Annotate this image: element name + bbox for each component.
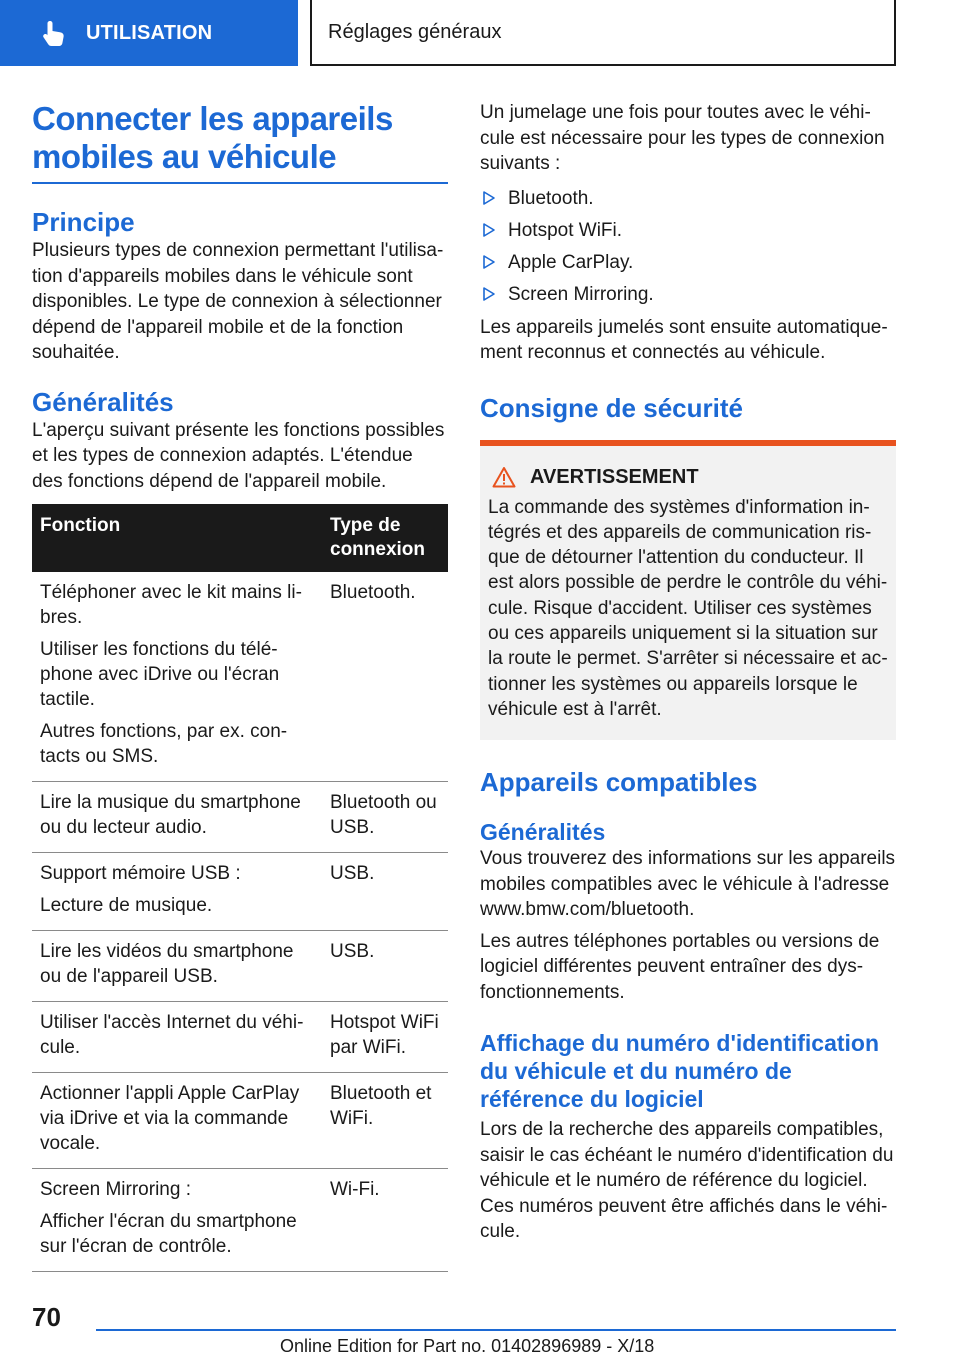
cell-line: Utiliser les fonctions du téléphone avec iDrive ou l'écran tactile. — [40, 639, 280, 710]
chapter-label: UTILISATION — [86, 21, 213, 44]
table-header-type: Type de connexion — [322, 504, 448, 572]
cell-line: Afficher l'écran du smartphone sur l'écran de contrôle. — [40, 1211, 297, 1257]
page-number: 70 — [32, 1302, 61, 1332]
hand-pointer-icon — [40, 19, 68, 47]
warning-triangle-icon — [492, 466, 516, 488]
pairing-after: Les appareils jumelés sont ensuite automatiquement reconnus et connectés au véhicule. — [480, 316, 888, 363]
list-item-text: Screen Mirroring. — [508, 283, 654, 305]
table-cell-type: Bluetooth. — [322, 572, 448, 782]
footer-edition: Online Edition for Part no. 01402896989 - X/18 — [280, 1336, 655, 1356]
list-item-text: Bluetooth. — [508, 187, 594, 209]
table-cell-function — [32, 782, 322, 853]
list-item — [480, 279, 896, 311]
warning-title: AVERTISSEMENT — [530, 465, 699, 488]
compat-heading: Appareils compatibles — [480, 767, 758, 798]
cell-line: Screen Mirroring : — [40, 1179, 191, 1200]
table-cell-function — [32, 572, 322, 782]
triangle-bullet-icon — [482, 253, 496, 271]
compat-subheading: Généralités — [480, 819, 606, 846]
vin-heading: Affichage du numéro d'identification du véhicule et du numéro de référence du logiciel — [480, 1030, 880, 1113]
warning-header — [488, 466, 888, 489]
table-cell-type: USB. — [322, 853, 448, 931]
warning-box — [480, 440, 896, 741]
page-title: Connecter les appareils mobiles au véhicule — [32, 100, 448, 184]
function-table — [32, 504, 448, 1272]
table-cell-function — [32, 1073, 322, 1169]
cell-line: Lire les vidéos du smartphone ou de l'appareil USB. — [40, 941, 294, 987]
safety-heading: Consigne de sécurité — [480, 392, 743, 423]
pairing-intro: Un jumelage une fois pour toutes avec le véhicule est nécessaire pour les types de connexion suivants : — [480, 102, 885, 174]
table-cell-type: Hotspot WiFi par WiFi. — [322, 1002, 448, 1073]
cell-line: Utiliser l'accès Internet du véhicule. — [40, 1012, 304, 1058]
left-column — [32, 100, 448, 1272]
cell-line: Téléphoner avec le kit mains libres. — [40, 582, 302, 628]
list-item-text: Hotspot WiFi. — [508, 219, 623, 241]
table-cell-type: Bluetooth et WiFi. — [322, 1073, 448, 1169]
connection-list — [480, 183, 896, 311]
table-cell-function — [32, 853, 322, 931]
triangle-bullet-icon — [482, 221, 496, 239]
warning-text: La commande des systèmes d'information intégrés et des appareils de communication risque de détourner l'attention du conducteur. Il est alors possible de perdre le contrôle du véhicule. Risque d'accident. Utiliser ces systèmes ou ces appareils uniquement si la situation sur la route le permet. S'arrêter si nécessaire et actionner les systèmes ou appareils lorsque le véhicule est à l'arrêt. — [488, 496, 888, 720]
table-row — [32, 1169, 448, 1272]
table-cell-type: Bluetooth ou USB. — [322, 782, 448, 853]
footer-divider — [96, 1329, 896, 1331]
table-cell-function — [32, 1169, 322, 1272]
table-header-row — [32, 504, 448, 572]
triangle-bullet-icon — [482, 285, 496, 303]
table-cell-function — [32, 931, 322, 1002]
list-item — [480, 183, 896, 215]
cell-line: Lire la musique du smartphone ou du lecteur audio. — [40, 792, 301, 838]
table-row — [32, 1002, 448, 1073]
table-cell-function — [32, 1002, 322, 1073]
generalites-text: L'aperçu suivant présente les fonctions possibles et les types de connexion adaptés. L'étendue des fonctions dépend de l'appareil mobile. — [32, 419, 445, 492]
list-item-text: Apple CarPlay. — [508, 251, 634, 273]
cell-line: Autres fonctions, par ex. contacts ou SMS. — [40, 721, 288, 767]
principe-heading: Principe — [32, 207, 135, 237]
principe-text: Plusieurs types de connexion permettant l'utilisation d'appareils mobiles dans le véhicule sont disponibles. Le type de connexion à sélectionner dépend de l'appareil mobile et de la fonction souhaitée. — [32, 240, 444, 363]
list-item — [480, 215, 896, 247]
right-column — [480, 100, 896, 1245]
vin-text: Lors de la recherche des appareils compatibles, saisir le cas échéant le numéro d'identification du véhicule et le numéro de référence du logiciel. Ces numéros peuvent être affichés dans le véhicule. — [480, 1119, 894, 1243]
cell-line: Actionner l'appli Apple CarPlay via iDrive et via la commande vocale. — [40, 1083, 300, 1154]
compat-text-1: Vous trouverez des informations sur les appareils mobiles compatibles avec le véhicule à l'adresse www.bmw.com/bluetooth. — [480, 848, 896, 921]
table-row — [32, 931, 448, 1002]
triangle-bullet-icon — [482, 189, 496, 207]
compat-text-2: Les autres téléphones portables ou versions de logiciel différentes peuvent entraîner des dysfonctionnements. — [480, 930, 880, 1003]
cell-line: Support mémoire USB : — [40, 863, 241, 884]
table-row — [32, 853, 448, 931]
table-cell-type: USB. — [322, 931, 448, 1002]
list-item — [480, 247, 896, 279]
table-cell-type: Wi-Fi. — [322, 1169, 448, 1272]
table-header-fonction: Fonction — [32, 504, 322, 572]
cell-line: Lecture de musique. — [40, 895, 213, 916]
table-row — [32, 572, 448, 782]
section-title: Réglages généraux — [310, 0, 896, 66]
table-row — [32, 782, 448, 853]
table-row — [32, 1073, 448, 1169]
chapter-tab[interactable] — [0, 0, 298, 66]
generalites-heading: Généralités — [32, 386, 174, 417]
